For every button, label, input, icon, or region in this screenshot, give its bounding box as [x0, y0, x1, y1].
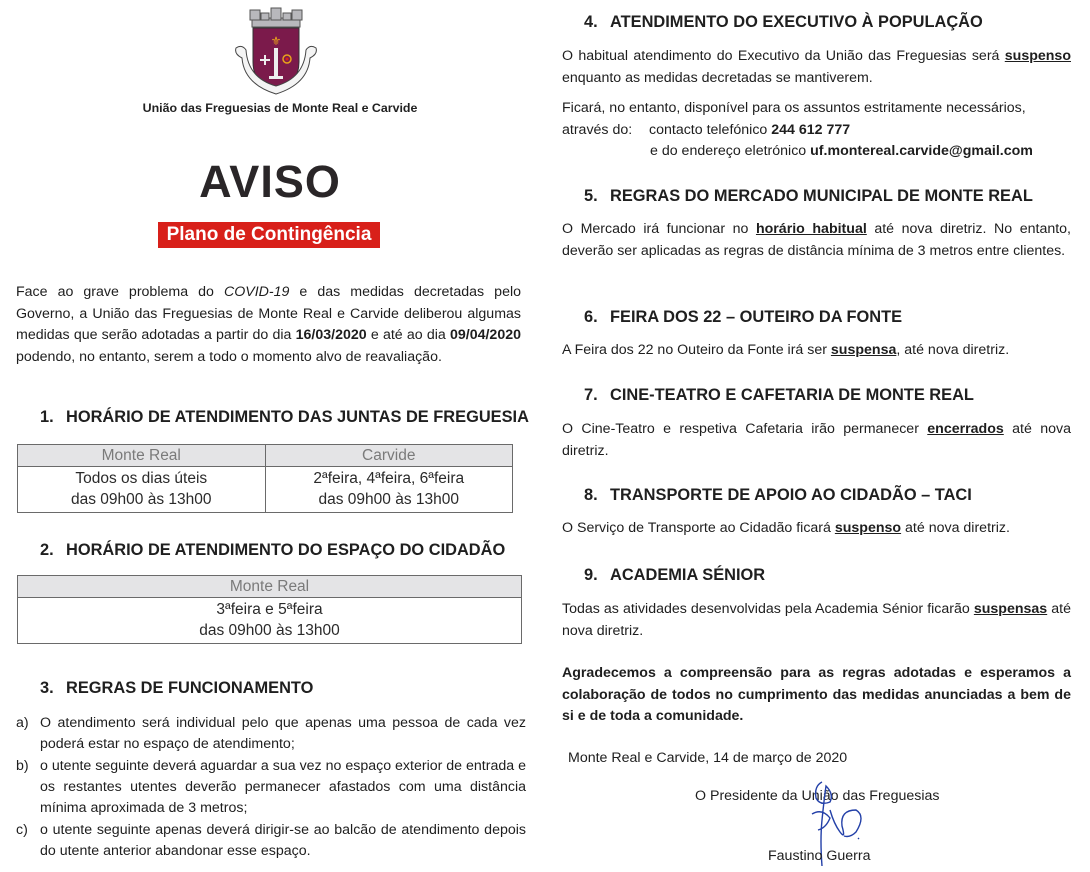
paragraph-text: , até nova diretriz.: [896, 342, 1010, 358]
phone-number: 244 612 777: [771, 121, 851, 138]
paragraph-text: O Cine-Teatro e respetiva Cafetaria irão permanecer: [562, 421, 928, 437]
covid-term: COVID-19: [223, 284, 290, 300]
notice-subtitle-banner: Plano de Contingência: [158, 222, 380, 248]
rule-text: o utente seguinte apenas deverá dirigir-se ao balcão de atendimento depois do utente anterior abandonar esse espaço.: [40, 822, 526, 859]
signatory-name: Faustino Guerra: [768, 848, 871, 864]
cell-days: 3ªfeira e 5ªfeira: [216, 601, 323, 618]
cell-days: Todos os dias úteis: [75, 470, 208, 487]
section-number: 5.: [584, 187, 598, 205]
section-number: 2.: [40, 541, 54, 559]
intro-text: Face ao grave problema do: [16, 284, 224, 300]
rule-label: c): [16, 822, 28, 838]
section-number: 7.: [584, 386, 598, 404]
section-4-paragraph-2: [562, 98, 1071, 163]
paragraph-text: O Mercado irá funcionar no: [562, 221, 756, 237]
paragraph-text: Todas as atividades desenvolvidas pela Academia Sénior ficarão: [562, 601, 974, 617]
table-header: Monte Real: [18, 576, 522, 598]
section-number: 4.: [584, 13, 598, 31]
section-9-paragraph: [562, 599, 1071, 642]
paragraph-text: até nova diretriz.: [562, 421, 1071, 459]
signatory-role: O Presidente da União das Freguesias: [695, 788, 940, 804]
section-title: FEIRA DOS 22 – OUTEIRO DA FONTE: [610, 308, 903, 326]
section-title: HORÁRIO DE ATENDIMENTO DO ESPAÇO DO CIDADÃO: [66, 541, 506, 559]
contact-row: [562, 120, 1071, 142]
email-address[interactable]: uf.montereal.carvide@gmail.com: [810, 143, 1033, 159]
section-8-heading: [584, 486, 972, 505]
table-row: [18, 467, 513, 513]
end-date: 09/04/2020: [449, 327, 521, 343]
section-title: ATENDIMENTO DO EXECUTIVO À POPULAÇÃO: [610, 13, 983, 31]
email-label: e do endereço eletrónico: [650, 143, 811, 159]
paragraph-text: O habitual atendimento do Executivo da União das Freguesias será: [562, 48, 1005, 64]
rule-text: o utente seguinte deverá aguardar a sua vez no espaço exterior de entrada e os restantes utentes deverão permanecer afastados com uma distância mínima aproximada de 3 metros;: [40, 758, 526, 816]
section-title: TRANSPORTE DE APOIO AO CIDADÃO – TACI: [610, 486, 972, 504]
emphasis-suspenso: suspenso: [1004, 48, 1071, 64]
section-number: 9.: [584, 566, 598, 584]
section-7-heading: [584, 386, 974, 405]
section-5-paragraph: [562, 219, 1071, 262]
coat-of-arms-icon: [226, 4, 326, 96]
cell-hours: das 09h00 às 13h00: [318, 491, 459, 508]
section-number: 8.: [584, 486, 598, 504]
rule-item: [16, 756, 526, 819]
closing-thanks: Agradecemos a compreensão para as regras adotadas e esperamos a colaboração de todos no cumprimento das medidas anunciadas a bem de si e de toda a comunidade.: [562, 665, 1071, 724]
section-title: ACADEMIA SÉNIOR: [610, 566, 766, 584]
section-title: HORÁRIO DE ATENDIMENTO DAS JUNTAS DE FREGUESIA: [66, 408, 529, 426]
emphasis-horario-habitual: horário habitual: [755, 221, 867, 237]
place-and-date: Monte Real e Carvide, 14 de março de 2020: [568, 750, 848, 766]
email-row: [562, 141, 1071, 163]
cell-hours: das 09h00 às 13h00: [199, 622, 340, 639]
intro-text: e das medidas decretadas pelo Governo, a União das Freguesias de Monte Real e Carvide deliberou algumas medidas que serão adotadas a partir do dia: [16, 284, 522, 343]
section-number: 1.: [40, 408, 54, 426]
cell-days: 2ªfeira, 4ªfeira, 6ªfeira: [313, 470, 465, 487]
svg-text:⚜: ⚜: [270, 34, 282, 48]
intro-paragraph: [16, 282, 521, 368]
table-header: Monte Real: [18, 445, 266, 467]
section-number: 3.: [40, 679, 54, 697]
section-4-heading: [584, 13, 983, 32]
paragraph-text: enquanto as medidas decretadas se mantiverem.: [562, 69, 873, 86]
intro-text: e até ao dia: [366, 327, 450, 343]
table-cell: [18, 467, 266, 513]
cell-hours: das 09h00 às 13h00: [71, 491, 212, 508]
section-8-paragraph: [562, 518, 1071, 540]
section-7-paragraph: [562, 419, 1071, 462]
rule-item: [16, 820, 526, 862]
phone-label: contacto telefónico: [649, 121, 772, 138]
paragraph-text: A Feira dos 22 no Outeiro da Fonte irá ser: [562, 342, 831, 358]
section-1-heading: [40, 408, 529, 427]
rule-text: O atendimento será individual pelo que apenas uma pessoa de cada vez poderá estar no espaço de atendimento;: [40, 715, 526, 752]
espaco-cidadao-schedule-table: [17, 575, 522, 644]
table-cell: [18, 598, 522, 644]
section-5-heading: [584, 187, 1033, 206]
paragraph-text: até nova diretriz.: [562, 601, 1071, 639]
table-header: Carvide: [265, 445, 513, 467]
table-row: [18, 598, 522, 644]
organization-name: União das Freguesias de Monte Real e Carvide: [142, 101, 418, 115]
mural-crown: [250, 8, 302, 27]
juntas-schedule-table: [17, 444, 513, 513]
rule-label: b): [16, 758, 29, 774]
section-title: CINE-TEATRO E CAFETARIA DE MONTE REAL: [610, 386, 974, 404]
section-3-heading: [40, 679, 313, 698]
start-date: 16/03/2020: [295, 327, 367, 343]
paragraph-text: até nova diretriz. No entanto, deverão ser aplicadas as regras de distância mínima de 3 metros entre clientes.: [562, 221, 1071, 259]
emphasis-encerrados: encerrados: [927, 421, 1004, 437]
rule-item: [16, 713, 526, 755]
intro-text: podendo, no entanto, serem a todo o momento alvo de reavaliação.: [16, 348, 442, 365]
section-4-paragraph-1: [562, 46, 1071, 89]
section-6-heading: [584, 308, 902, 327]
notice-title: AVISO: [199, 156, 341, 207]
emphasis-suspenso: suspenso: [834, 520, 902, 536]
section-9-heading: [584, 566, 765, 585]
section-number: 6.: [584, 308, 598, 326]
paragraph-text: até nova diretriz.: [901, 520, 1010, 536]
paragraph-text: O Serviço de Transporte ao Cidadão ficará: [562, 520, 835, 536]
via-label: através do:: [562, 121, 633, 138]
table-cell: [265, 467, 513, 513]
availability-text: Ficará, no entanto, disponível para os assuntos estritamente necessários,: [562, 100, 1026, 116]
rules-list: [16, 713, 526, 863]
emphasis-suspensas: suspensas: [973, 601, 1048, 617]
rule-label: a): [16, 715, 29, 731]
section-6-paragraph: [562, 340, 1071, 362]
emphasis-suspensa: suspensa: [830, 342, 897, 358]
section-2-heading: [40, 541, 505, 560]
section-title: REGRAS DO MERCADO MUNICIPAL DE MONTE REAL: [610, 187, 1033, 205]
section-title: REGRAS DE FUNCIONAMENTO: [66, 679, 314, 697]
